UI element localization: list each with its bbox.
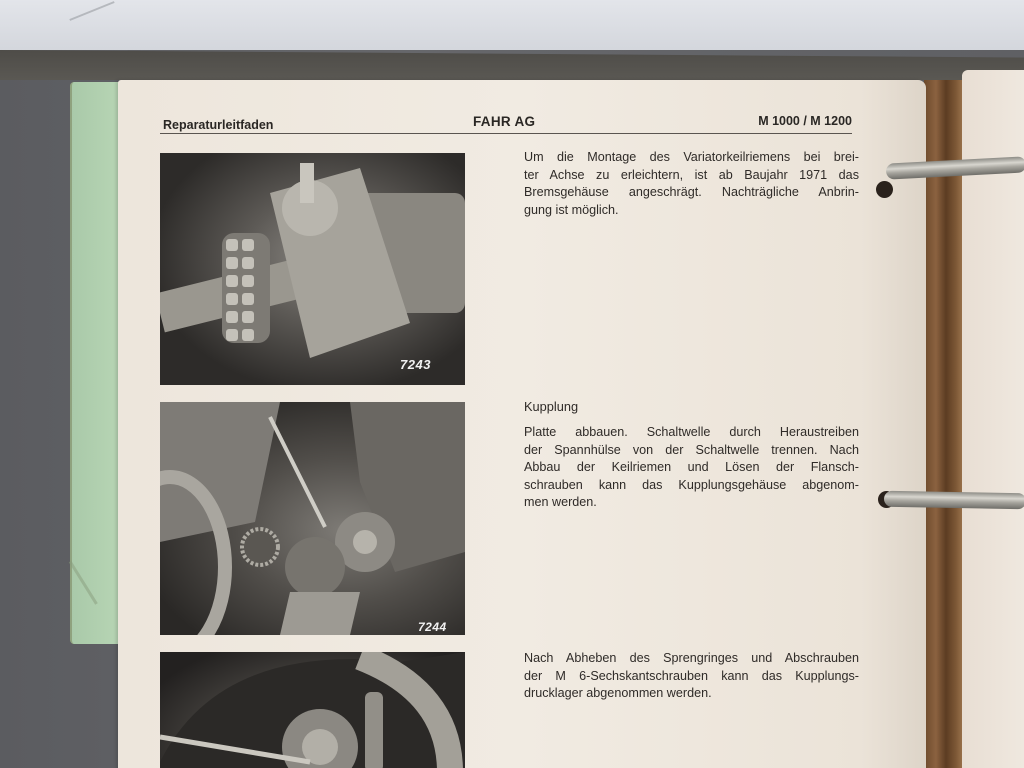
punch-hole-top (876, 181, 893, 198)
figure-photo-7243 (160, 153, 465, 385)
text-block-clutch (524, 424, 859, 512)
figure-number: 7243 (400, 357, 431, 372)
binder-ring-bottom[interactable] (884, 491, 1024, 509)
header-manual-title: Reparaturleitfaden (163, 118, 274, 132)
text-line: schrauben kann das Kupplungsgehäuse abgenom- (524, 477, 859, 492)
section-title-kupplung: Kupplung (524, 399, 579, 414)
figure-photo-7244 (160, 402, 465, 635)
text-line: Abbau der Keilriemen und Lösen der Flansch- (524, 460, 859, 474)
text-line: ter Achse zu erleichtern, ist ab Baujahr 1971 das (524, 167, 859, 182)
release-bearing-illustration (160, 652, 465, 768)
text-block-brake-housing (524, 149, 859, 219)
header-model: M 1000 / M 1200 (758, 114, 852, 128)
header-company: FAHR AG (473, 114, 536, 129)
text-line: drucklager abgenommen werden. (524, 686, 712, 700)
text-line: der Spannhülse von der Schaltwelle trennen. Nach (524, 442, 859, 457)
text-line: men werden. (524, 495, 597, 509)
text-line: Nach Abheben des Sprengringes und Abschrauben (524, 651, 859, 665)
background-wall (0, 0, 1024, 52)
text-line: gung ist möglich. (524, 202, 619, 217)
text-line: Bremsgehäuse angeschrägt. Nachträgliche Anbrin- (524, 185, 859, 199)
text-line: Um die Montage des Variatorkeilriemens bei brei- (524, 150, 859, 164)
figure-number: 7244 (418, 620, 447, 634)
text-line: Platte abbauen. Schaltwelle durch Heraustreiben (524, 425, 859, 439)
page-header (160, 112, 852, 134)
text-line: der M 6-Sechskantschrauben kann das Kupplungs- (524, 668, 859, 683)
stacked-page-edges (924, 80, 964, 768)
clutch-housing-illustration (160, 402, 465, 635)
figure-photo-release-bearing (160, 652, 465, 768)
text-block-release-bearing (524, 650, 859, 703)
chain-sprocket-illustration (160, 153, 465, 385)
